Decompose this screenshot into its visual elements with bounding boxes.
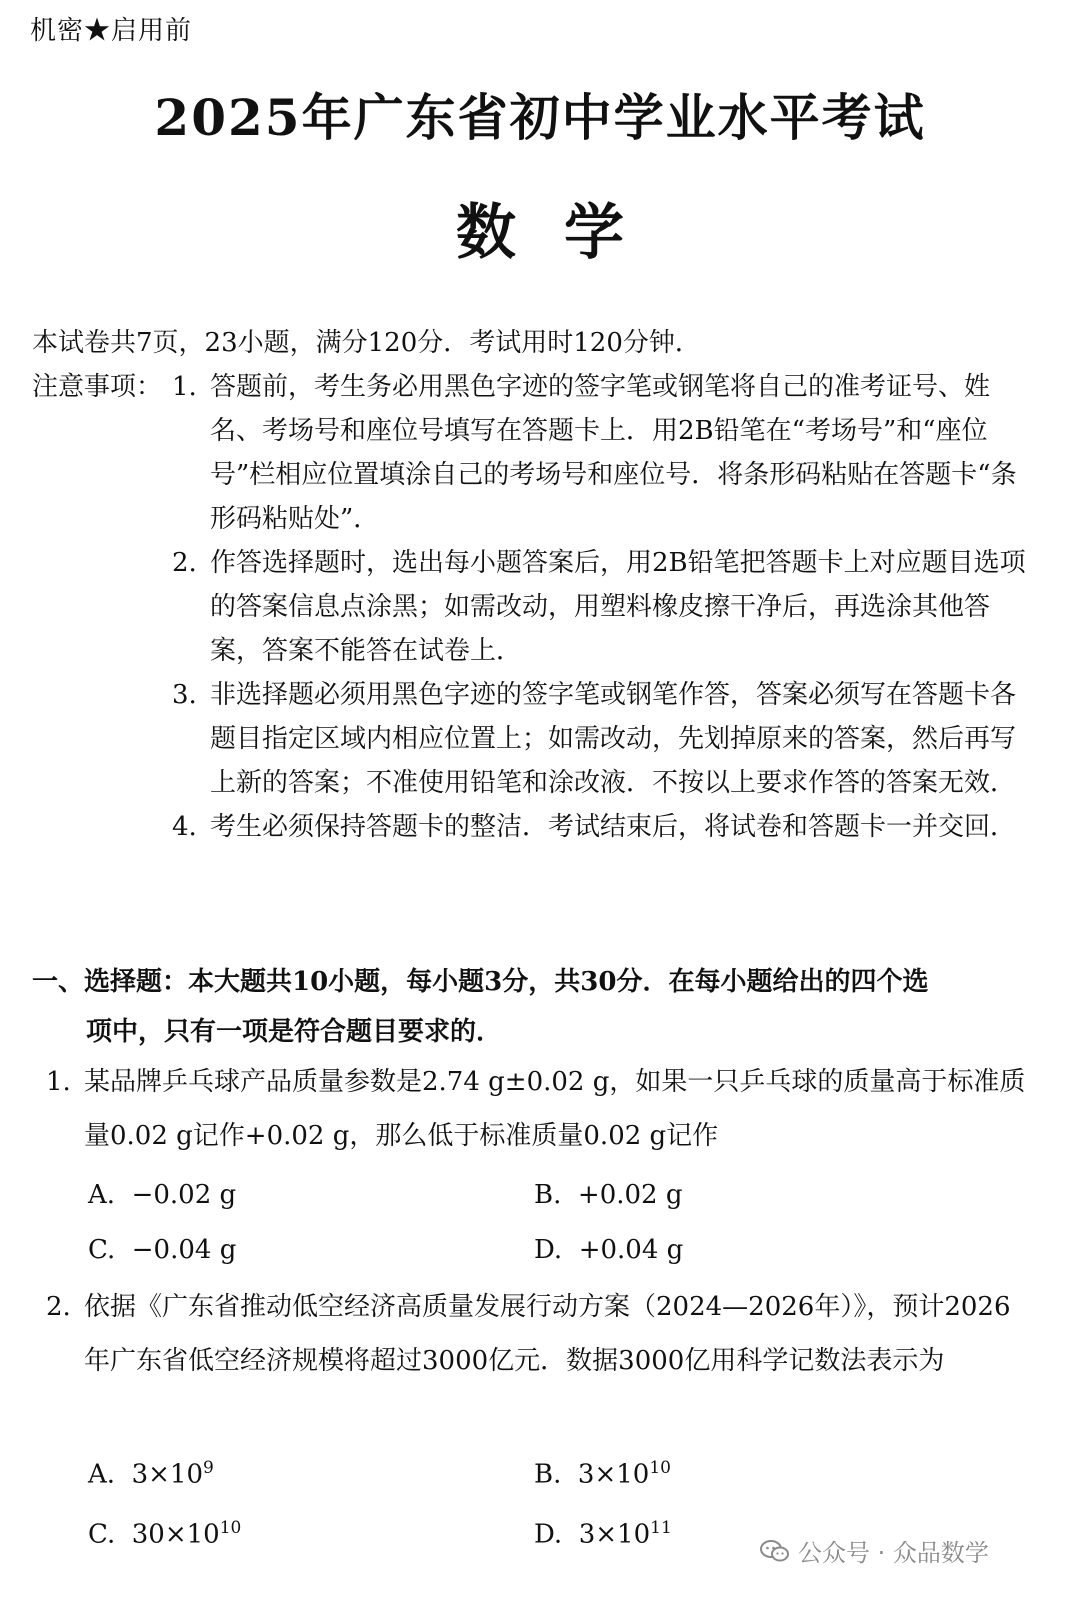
question-text: 依据《广东省推动低空经济高质量发展行动方案（2024—2026年）》，预计2026年广东省低空经济规模将超过3000亿元．数据3000亿用科学记数法表示为	[84, 1292, 1011, 1376]
question-number: 1.	[46, 1067, 71, 1097]
secret-label: 机密★启用前	[30, 16, 193, 46]
subject-title: 数学	[456, 198, 672, 268]
notice-item-1	[172, 365, 1037, 541]
q1-option-d	[534, 1235, 683, 1265]
option-label: A.	[88, 1459, 116, 1490]
option-exponent: 11	[650, 1518, 672, 1538]
option-value: 3×10	[578, 1519, 651, 1550]
notice-heading: 注意事项：	[32, 372, 163, 402]
option-exponent: 9	[203, 1458, 214, 1478]
wechat-icon	[760, 1540, 790, 1562]
option-label: C.	[88, 1519, 116, 1550]
notice-number: 2.	[172, 548, 197, 578]
option-exponent: 10	[649, 1458, 671, 1478]
q2-option-d	[534, 1518, 672, 1550]
q1-option-b	[534, 1180, 683, 1210]
q2-option-b	[534, 1458, 671, 1490]
notice-list	[172, 365, 1037, 849]
option-label: B.	[534, 1180, 562, 1210]
section-line-2: 项中，只有一项是符合题目要求的．	[86, 1017, 503, 1047]
exam-intro: 本试卷共7页，23小题，满分120分．考试用时120分钟．	[32, 328, 701, 358]
option-value: −0.04 g	[131, 1235, 237, 1265]
notice-item-2	[172, 541, 1037, 673]
option-value: 3×10	[577, 1459, 650, 1490]
option-label: D.	[534, 1519, 563, 1550]
q2-option-a	[88, 1458, 214, 1490]
option-value: 30×10	[131, 1519, 220, 1550]
notice-number: 4.	[172, 812, 197, 842]
option-value: −0.02 g	[131, 1180, 237, 1210]
question-1	[46, 1055, 1036, 1163]
q2-option-c	[88, 1518, 241, 1550]
notice-text: 答题前，考生务必用黑色字迹的签字笔或钢笔将自己的准考证号、姓名、考场号和座位号填写在答题卡上．用2B铅笔在“考场号”和“座位号”栏相应位置填涂自己的考场号和座位号．将条形码粘贴在答题卡“条形码粘贴处”．	[210, 372, 1017, 534]
section-heading	[32, 957, 1042, 1057]
option-label: A.	[88, 1180, 116, 1210]
exam-title: 2025年广东省初中学业水平考试	[154, 88, 926, 147]
q1-option-a	[88, 1180, 236, 1210]
notice-text: 考生必须保持答题卡的整洁．考试结束后，将试卷和答题卡一并交回．	[210, 812, 1017, 842]
section-line-1: 一、选择题：本大题共10小题，每小题3分，共30分．在每小题给出的四个选	[32, 967, 929, 997]
notice-text: 作答选择题时，选出每小题答案后，用2B铅笔把答题卡上对应题目选项的答案信息点涂黑；如需改动，用塑料橡皮擦干净后，再选涂其他答案，答案不能答在试卷上．	[210, 548, 1026, 666]
option-label: D.	[534, 1235, 563, 1265]
option-exponent: 10	[219, 1518, 242, 1538]
notice-item-4	[172, 805, 1037, 849]
q1-option-c	[88, 1235, 236, 1265]
watermark-text: 公众号 · 众品数学	[798, 1539, 989, 1567]
question-number: 2.	[46, 1292, 71, 1322]
option-value: +0.04 g	[578, 1235, 684, 1265]
question-text: 某品牌乒乓球产品质量参数是2.74 g±0.02 g，如果一只乒乓球的质量高于标准质量0.02 g记作+0.02 g，那么低于标准质量0.02 g记作	[84, 1067, 1026, 1151]
notice-text: 非选择题必须用黑色字迹的签字笔或钢笔作答，答案必须写在答题卡各题目指定区域内相应位置上；如需改动，先划掉原来的答案，然后再写上新的答案；不准使用铅笔和涂改液．不按以上要求作答的答案无效．	[210, 680, 1017, 798]
option-value: +0.02 g	[577, 1180, 683, 1210]
option-label: B.	[534, 1459, 562, 1490]
watermark	[760, 1533, 989, 1568]
question-2	[46, 1280, 1036, 1388]
option-label: C.	[88, 1235, 116, 1265]
notice-item-3	[172, 673, 1037, 805]
notice-number: 3.	[172, 680, 197, 710]
option-value: 3×10	[131, 1459, 203, 1490]
notice-number: 1.	[172, 372, 197, 402]
